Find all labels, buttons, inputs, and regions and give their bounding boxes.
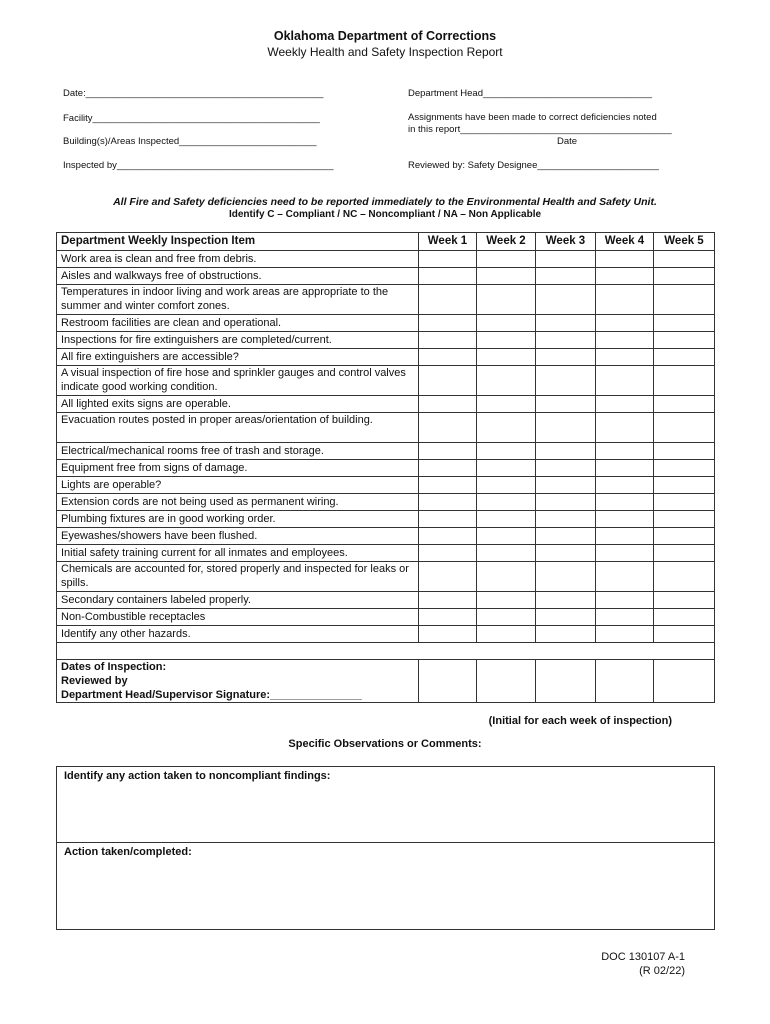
week-5-cell[interactable] (654, 626, 715, 643)
inspection-table (56, 232, 715, 703)
week-2-cell[interactable] (477, 494, 536, 511)
week-3-cell[interactable] (536, 477, 596, 494)
week-3-cell[interactable] (536, 592, 596, 609)
compliance-legend: Identify C – Compliant / NC – Noncompliant / NA – Non Applicable (228, 209, 542, 220)
week-1-cell[interactable] (419, 460, 477, 477)
week-4-cell[interactable] (596, 285, 654, 315)
inspection-item: Eyewashes/showers have been flushed. (57, 528, 419, 545)
week-1-cell[interactable] (419, 396, 477, 413)
week-1-cell[interactable] (419, 494, 477, 511)
week-2-cell[interactable] (477, 511, 536, 528)
week-4-cell[interactable] (596, 511, 654, 528)
week-4-cell[interactable] (596, 315, 654, 332)
week-5-cell[interactable] (654, 528, 715, 545)
week-2-cell[interactable] (477, 626, 536, 643)
week-5-cell[interactable] (654, 349, 715, 366)
week-1-cell[interactable] (419, 528, 477, 545)
inspection-item: All lighted exits signs are operable. (57, 396, 419, 413)
inspection-item: Identify any other hazards. (57, 626, 419, 643)
week-2-cell[interactable] (477, 332, 536, 349)
inspection-item: Restroom facilities are clean and operational. (57, 315, 419, 332)
week-1-cell[interactable] (419, 562, 477, 592)
blank-cell (57, 643, 715, 660)
week-5-cell[interactable] (654, 443, 715, 460)
week-1-cell[interactable] (419, 477, 477, 494)
week-4-cell[interactable] (596, 626, 654, 643)
week-4-cell[interactable] (596, 460, 654, 477)
week-3-cell[interactable] (536, 528, 596, 545)
inspection-item: A visual inspection of fire hose and sprinkler gauges and control valves indicate good working condition. (57, 366, 419, 396)
week-3-cell[interactable] (536, 396, 596, 413)
week-5-cell[interactable] (654, 396, 715, 413)
week-2-cell[interactable] (477, 268, 536, 285)
week-5-cell[interactable] (654, 332, 715, 349)
week-4-cell[interactable] (596, 494, 654, 511)
week-2-cell[interactable] (477, 460, 536, 477)
week-3-cell[interactable] (536, 562, 596, 592)
inspected-by-field[interactable]: Inspected by_________________________________________ (63, 160, 334, 171)
week-3-cell[interactable] (536, 494, 596, 511)
inspection-item: Inspections for fire extinguishers are completed/current. (57, 332, 419, 349)
table-row (57, 626, 715, 643)
week-5-cell[interactable] (654, 251, 715, 268)
inspection-item: Initial safety training current for all inmates and employees. (57, 545, 419, 562)
week-2-cell[interactable] (477, 443, 536, 460)
fire-safety-notice: All Fire and Safety deficiencies need to be reported immediately to the Environmental Health and Safety Unit. (113, 196, 657, 208)
week-2-cell[interactable] (477, 366, 536, 396)
inspection-item: Work area is clean and free from debris. (57, 251, 419, 268)
week-4-cell[interactable] (596, 413, 654, 443)
table-row (57, 332, 715, 349)
department-head-field[interactable]: Department Head________________________________ (408, 88, 653, 99)
inspection-item: Aisles and walkways free of obstructions. (57, 268, 419, 285)
doc-revision: (R 02/22) (639, 965, 685, 977)
week-3-cell[interactable] (536, 609, 596, 626)
observations-heading: Specific Observations or Comments: (288, 738, 482, 750)
document-number (601, 950, 685, 978)
column-header-week-2: Week 2 (477, 233, 536, 251)
week-2-cell[interactable] (477, 315, 536, 332)
week-5-cell[interactable] (654, 460, 715, 477)
inspection-item: Extension cords are not being used as permanent wiring. (57, 494, 419, 511)
week-3-cell[interactable] (536, 349, 596, 366)
inspection-item: Non-Combustible receptacles (57, 609, 419, 626)
week-5-cell[interactable] (654, 545, 715, 562)
week-5-cell[interactable] (654, 268, 715, 285)
week-4-cell[interactable] (596, 443, 654, 460)
week-5-cell[interactable] (654, 494, 715, 511)
column-header-week-3: Week 3 (536, 233, 596, 251)
week-2-initial-cell[interactable] (477, 660, 536, 703)
column-header-item: Department Weekly Inspection Item (57, 233, 419, 251)
week-5-cell[interactable] (654, 477, 715, 494)
week-2-cell[interactable] (477, 545, 536, 562)
table-row (57, 528, 715, 545)
week-3-cell[interactable] (536, 315, 596, 332)
inspection-item: Chemicals are accounted for, stored properly and inspected for leaks or spills. (57, 562, 419, 592)
week-3-cell[interactable] (536, 511, 596, 528)
buildings-field[interactable]: Building(s)/Areas Inspected__________________________ (63, 136, 317, 147)
week-1-cell[interactable] (419, 285, 477, 315)
week-4-cell[interactable] (596, 332, 654, 349)
signature-row (57, 660, 715, 703)
week-3-cell[interactable] (536, 545, 596, 562)
signature-label-cell (57, 660, 419, 703)
signature-label-line-2: Reviewed by (61, 675, 128, 687)
week-1-cell[interactable] (419, 626, 477, 643)
column-header-week-4: Week 4 (596, 233, 654, 251)
week-3-cell[interactable] (536, 366, 596, 396)
week-4-cell[interactable] (596, 545, 654, 562)
table-row (57, 562, 715, 592)
signature-label-line-1: Dates of Inspection: (61, 661, 167, 673)
inspection-item: Temperatures in indoor living and work areas are appropriate to the summer and winter comfort zones. (57, 285, 419, 315)
week-4-cell[interactable] (596, 477, 654, 494)
reviewed-by-field[interactable]: Reviewed by: Safety Designee_______________________ (408, 160, 659, 171)
date-field[interactable]: Date:_____________________________________________ (63, 88, 324, 99)
table-row (57, 315, 715, 332)
assignments-text: Assignments have been made to correct deficiencies noted (408, 112, 657, 123)
week-2-cell[interactable] (477, 413, 536, 443)
week-4-cell[interactable] (596, 592, 654, 609)
inspection-item: All fire extinguishers are accessible? (57, 349, 419, 366)
page-title: Oklahoma Department of Corrections (273, 29, 497, 43)
week-1-cell[interactable] (419, 349, 477, 366)
week-3-cell[interactable] (536, 332, 596, 349)
week-1-cell[interactable] (419, 511, 477, 528)
week-4-cell[interactable] (596, 349, 654, 366)
week-1-cell[interactable] (419, 268, 477, 285)
week-4-cell[interactable] (596, 528, 654, 545)
week-3-cell[interactable] (536, 460, 596, 477)
week-2-cell[interactable] (477, 562, 536, 592)
week-5-cell[interactable] (654, 511, 715, 528)
week-1-cell[interactable] (419, 315, 477, 332)
week-5-cell[interactable] (654, 609, 715, 626)
week-5-cell[interactable] (654, 285, 715, 315)
column-header-week-1: Week 1 (419, 233, 477, 251)
table-row (57, 511, 715, 528)
inspection-item: Lights are operable? (57, 477, 419, 494)
week-4-cell[interactable] (596, 396, 654, 413)
table-row (57, 366, 715, 396)
week-5-cell[interactable] (654, 562, 715, 592)
table-row (57, 268, 715, 285)
inspection-item: Evacuation routes posted in proper areas/orientation of building. (57, 413, 419, 443)
week-4-cell[interactable] (596, 609, 654, 626)
week-1-cell[interactable] (419, 366, 477, 396)
week-1-cell[interactable] (419, 545, 477, 562)
week-2-cell[interactable] (477, 609, 536, 626)
week-4-cell[interactable] (596, 366, 654, 396)
inspection-item: Equipment free from signs of damage. (57, 460, 419, 477)
table-row (57, 443, 715, 460)
week-1-cell[interactable] (419, 609, 477, 626)
noncompliant-actions-box[interactable] (56, 766, 715, 843)
table-row (57, 477, 715, 494)
facility-field[interactable]: Facility___________________________________________ (63, 113, 320, 124)
week-4-cell[interactable] (596, 268, 654, 285)
week-5-cell[interactable] (654, 366, 715, 396)
initial-note: (Initial for each week of inspection) (488, 715, 672, 727)
week-3-cell[interactable] (536, 443, 596, 460)
week-3-cell[interactable] (536, 285, 596, 315)
week-3-initial-cell[interactable] (536, 660, 596, 703)
week-3-cell[interactable] (536, 413, 596, 443)
table-row (57, 349, 715, 366)
table-row (57, 251, 715, 268)
week-4-initial-cell[interactable] (596, 660, 654, 703)
week-5-cell[interactable] (654, 413, 715, 443)
week-5-cell[interactable] (654, 315, 715, 332)
week-5-cell[interactable] (654, 592, 715, 609)
week-3-cell[interactable] (536, 626, 596, 643)
table-row (57, 460, 715, 477)
signature-label-line-3: Department Head/Supervisor Signature:_______________ (61, 689, 362, 701)
week-2-cell[interactable] (477, 396, 536, 413)
inspection-item: Secondary containers labeled properly. (57, 592, 419, 609)
table-row (57, 413, 715, 443)
week-2-cell[interactable] (477, 477, 536, 494)
table-row (57, 609, 715, 626)
week-1-cell[interactable] (419, 592, 477, 609)
date-caption: Date (557, 136, 578, 147)
week-1-cell[interactable] (419, 251, 477, 268)
table-row (57, 396, 715, 413)
table-row (57, 545, 715, 562)
week-2-cell[interactable] (477, 251, 536, 268)
blank-row (57, 643, 715, 660)
table-header-row (57, 233, 715, 251)
doc-number: DOC 130107 A-1 (601, 951, 685, 963)
action-completed-box[interactable] (56, 842, 715, 930)
week-5-initial-cell[interactable] (654, 660, 715, 703)
table-row (57, 494, 715, 511)
action-completed-label: Action taken/completed: (64, 846, 192, 858)
week-4-cell[interactable] (596, 562, 654, 592)
week-2-cell[interactable] (477, 528, 536, 545)
week-2-cell[interactable] (477, 349, 536, 366)
week-1-initial-cell[interactable] (419, 660, 477, 703)
table-row (57, 592, 715, 609)
week-2-cell[interactable] (477, 285, 536, 315)
week-1-cell[interactable] (419, 332, 477, 349)
inspection-item: Electrical/mechanical rooms free of trash and storage. (57, 443, 419, 460)
week-4-cell[interactable] (596, 251, 654, 268)
assignments-date-field[interactable]: in this report________________________________________ (408, 124, 672, 135)
week-1-cell[interactable] (419, 443, 477, 460)
week-1-cell[interactable] (419, 413, 477, 443)
table-row (57, 285, 715, 315)
week-3-cell[interactable] (536, 268, 596, 285)
inspection-item: Plumbing fixtures are in good working order. (57, 511, 419, 528)
week-3-cell[interactable] (536, 251, 596, 268)
week-2-cell[interactable] (477, 592, 536, 609)
noncompliant-actions-label: Identify any action taken to noncompliant findings: (64, 770, 331, 782)
column-header-week-5: Week 5 (654, 233, 715, 251)
page-subtitle: Weekly Health and Safety Inspection Report (267, 45, 503, 59)
